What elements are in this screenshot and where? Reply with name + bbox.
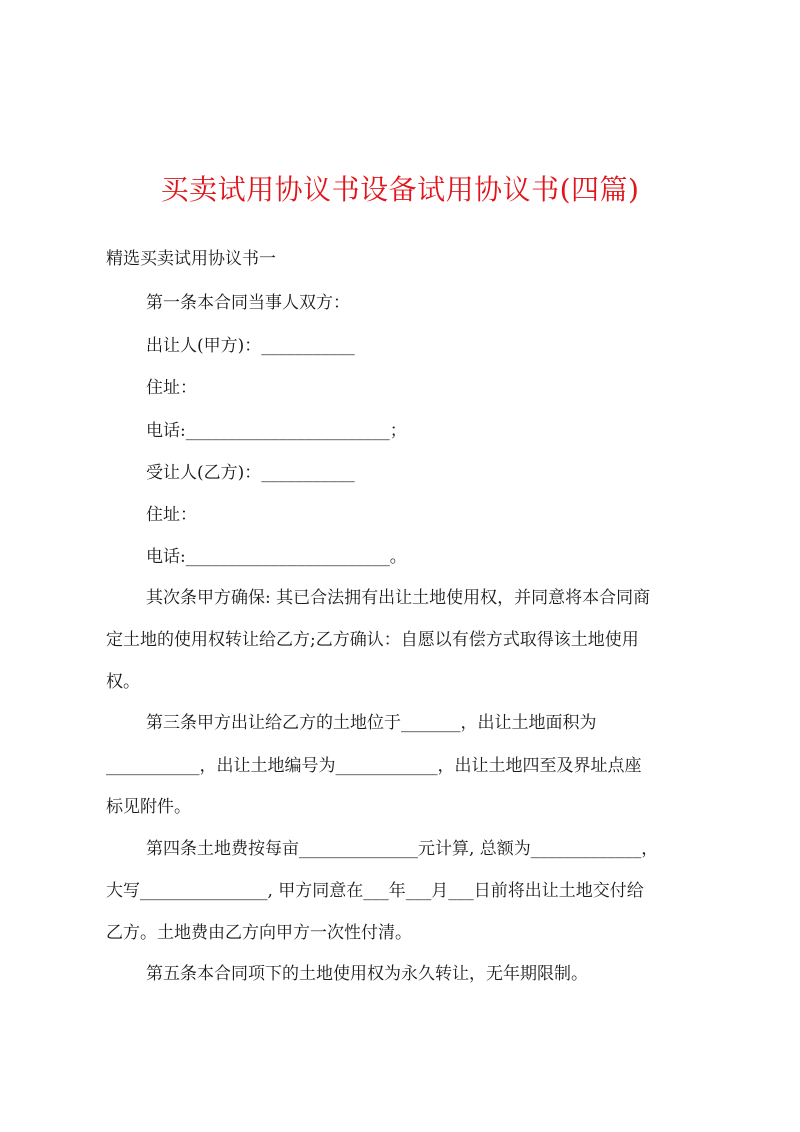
clause-5-line: 第五条本合同项下的土地使用权为永久转让，无年期限制。: [146, 964, 588, 984]
party-a-address-line: 住址：: [146, 378, 197, 398]
clause-2-line-3: 权。: [106, 672, 140, 692]
clause-2-line-1: 其次条甲方确保: 其已合法拥有出让土地使用权，并同意将本合同商: [146, 588, 651, 608]
clause-1-line: 第一条本合同当事人双方：: [146, 293, 350, 313]
document-title: 买卖试用协议书设备试用协议书(四篇): [160, 173, 640, 206]
party-b-line: 受让人(乙方)：___________: [146, 463, 355, 483]
clause-3-line-2: ___________，出让土地编号为____________，出让土地四至及界址点座: [106, 756, 642, 776]
party-b-phone-line: 电话:________________________。: [146, 547, 407, 567]
party-a-line: 出让人(甲方)：___________: [146, 336, 355, 356]
clause-4-line-3: 乙方。土地费由乙方向甲方一次性付清。: [106, 923, 412, 943]
clause-3-line-1: 第三条甲方出让给乙方的土地位于_______，出让土地面积为: [146, 713, 597, 733]
party-b-address-line: 住址：: [146, 505, 197, 525]
clause-3-line-3: 标见附件。: [106, 797, 191, 817]
clause-4-line-1: 第四条土地费按每亩______________元计算, 总额为_____________，: [146, 839, 659, 859]
party-a-phone-line: 电话:________________________；: [146, 421, 407, 441]
clause-4-line-2: 大写_______________, 甲方同意在___年___月___日前将出让土地交付给: [106, 881, 644, 901]
section-heading: 精选买卖试用协议书一: [106, 249, 276, 269]
clause-2-line-2: 定土地的使用权转让给乙方;乙方确认：自愿以有偿方式取得该土地使用: [106, 630, 639, 650]
